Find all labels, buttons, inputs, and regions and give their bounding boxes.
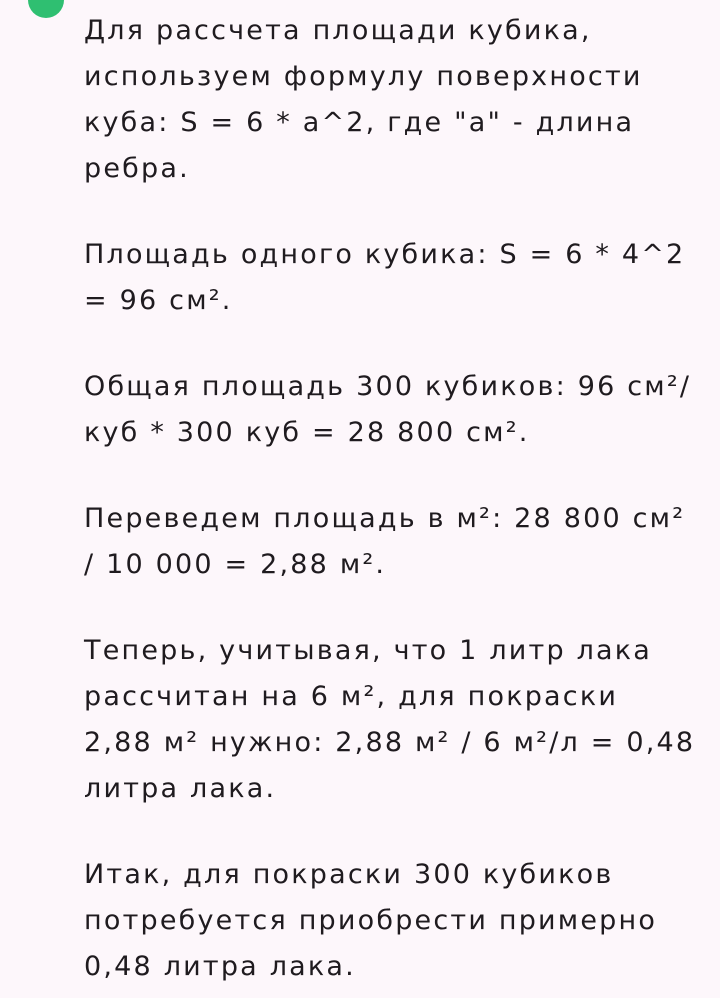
message-paragraph: Площадь одного кубика: S = 6 * 4^2 = 96 см². xyxy=(84,239,686,316)
message-paragraph: Общая площадь 300 кубиков: 96 см²/куб * 300 куб = 28 800 см². xyxy=(84,371,692,448)
assistant-message xyxy=(84,8,696,990)
assistant-avatar-icon xyxy=(28,0,64,18)
message-paragraph: Итак, для покраски 300 кубиков потребуется приобрести примерно 0,48 литра лака. xyxy=(84,859,658,982)
message-paragraph: Теперь, учитывая, что 1 литр лака рассчитан на 6 м², для покраски 2,88 м² нужно: 2,88 м² / 6 м²/л = 0,48 литра лака. xyxy=(84,635,696,804)
message-paragraph: Переведем площадь в м²: 28 800 см² / 10 000 = 2,88 м². xyxy=(84,503,686,580)
message-paragraph: Для рассчета площади кубика, используем формулу поверхности куба: S = 6 * a^2, где "a" - длина ребра. xyxy=(84,15,643,184)
